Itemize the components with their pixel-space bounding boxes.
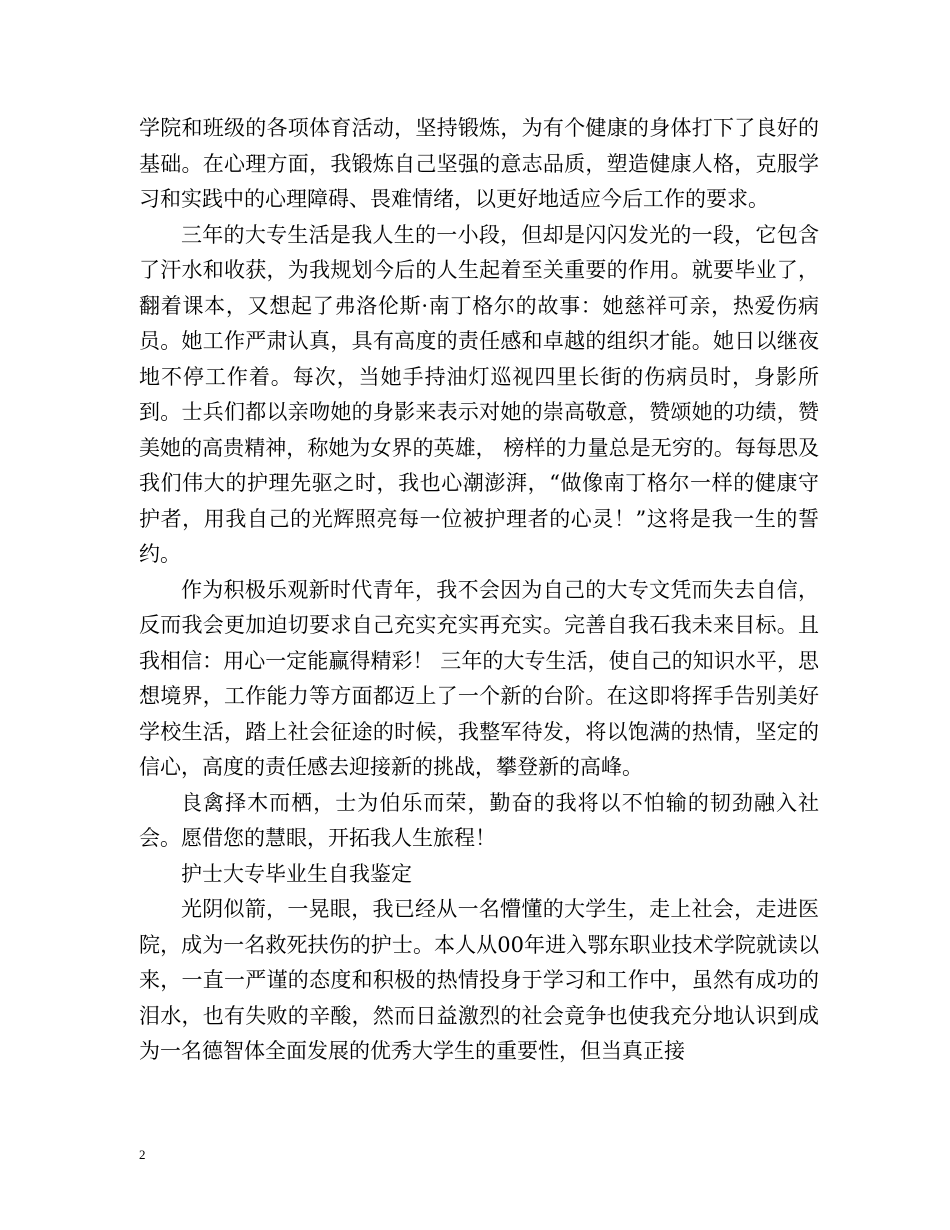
paragraph-3: 作为积极乐观新时代青年，我不会因为自己的大专文凭而失去自信，反而我会更加迫切要求自己充实充实再充实。完善自我石我未来目标。且我相信：用心一定能赢得精彩！ 三年的大专生活，使自己的知识水平，思想境界，工作能力等方面都迈上了一个新的台阶。在这即将挥手告别美好学校生活，踏上社会征途的时候，我整军待发，将以饱满的热情，坚定的信心，高度的责任感去迎接新的挑战，攀登新的高峰。 [139, 577, 819, 779]
paragraph-4: 良禽择木而栖，士为伯乐而荣，勤奋的我将以不怕输的韧劲融入社会。愿借您的慧眼，开拓我人生旅程！ [139, 790, 819, 850]
section-heading: 护士大专毕业生自我鉴定 [181, 861, 412, 886]
page-number: 2 [139, 1147, 146, 1162]
paragraph-2: 三年的大专生活是我人生的一小段，但却是闪闪发光的一段，它包含了汗水和收获，为我规划今后的人生起着至关重要的作用。就要毕业了，翻着课本，又想起了弗洛伦斯·南丁格尔的故事：她慈祥可亲，热爱伤病员。她工作严肃认真，具有高度的责任感和卓越的组织才能。她日以继夜地不停工作着。每次，当她手持油灯巡视四里长街的伤病员时，身影所到。士兵们都以亲吻她的身影来表示对她的崇高敬意，赞颂她的功绩，赞美她的高贵精神，称她为女界的英雄， 榜样的力量总是无穷的。每每思及我们伟大的护理先驱之时，我也心潮澎湃，“做像南丁格尔一样的健康守护者，用我自己的光辉照亮每一位被护理者的心灵！”这将是我一生的誓约。 [139, 222, 819, 566]
paragraph-1: 学院和班级的各项体育活动，坚持锻炼，为有个健康的身体打下了良好的基础。在心理方面，我锻炼自己坚强的意志品质，塑造健康人格，克服学习和实践中的心理障碍、畏难情绪，以更好地适应今后工作的要求。 [139, 116, 819, 211]
paragraph-5: 光阴似箭，一晃眼，我已经从一名懵懂的大学生，走上社会，走进医院，成为一名救死扶伤的护士。本人从00年进入鄂东职业技术学院就读以来，一直一严谨的态度和积极的热情投身于学习和工作中，虽然有成功的泪水，也有失败的辛酸，然而日益激烈的社会竟争也使我充分地认识到成为一名德智体全面发展的优秀大学生的重要性，但当真正接 [139, 897, 819, 1063]
document-body [139, 111, 819, 1070]
